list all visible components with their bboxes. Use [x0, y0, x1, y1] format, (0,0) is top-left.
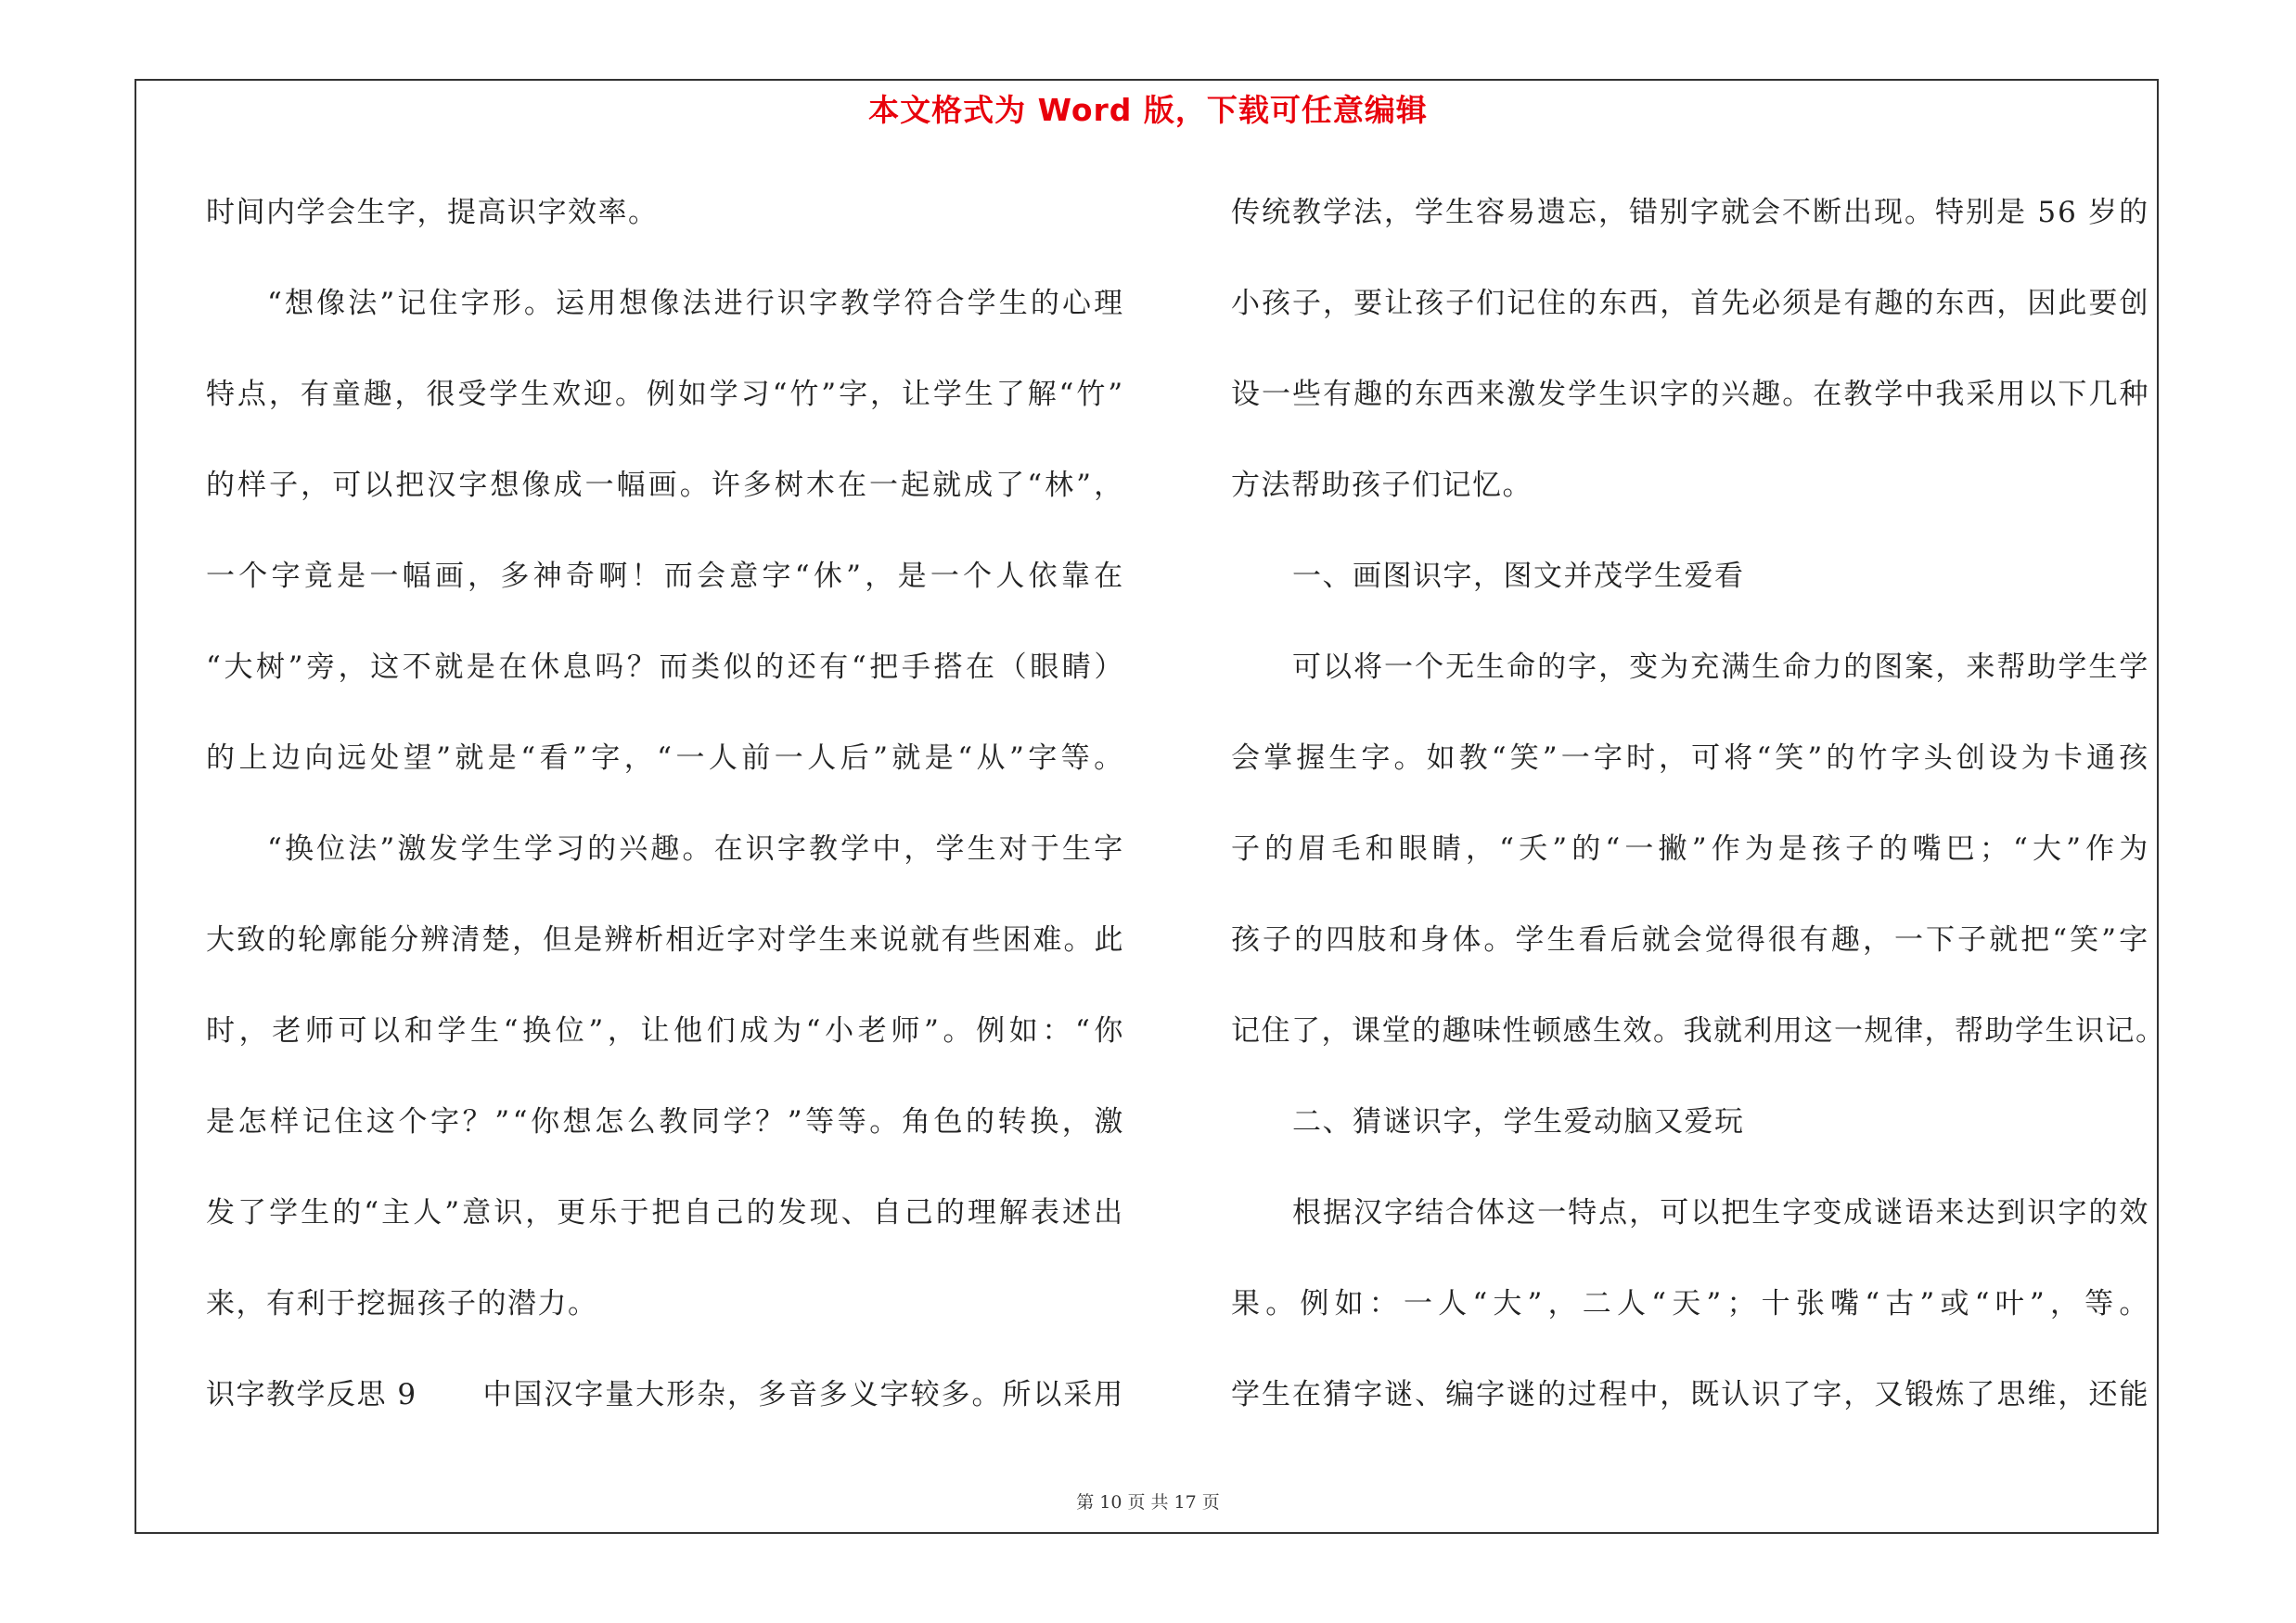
text-line: 发 了 学 生 的 “ 主 人 ” 意 识 ， 更 乐 于 把 自 己 的 发 现 、 自 己 的 理 解 表 述 出	[206, 1196, 1124, 1230]
text-line: 的 样 子 ， 可 以 把 汉 字 想 像 成 一 幅 画 。 许 多 树 木 在 一 起 就 成 了 “ 林 ” ，	[206, 469, 1124, 502]
text-line: 学 生 在 猜 字 谜 、 编 字 谜 的 过 程 中 ， 既 认 识 了 字 ， 又 锻 炼 了 思 维 ， 还 能	[1231, 1378, 2149, 1411]
text-line: 的 上 边 向 远 处 望 ” 就 是 “ 看 ” 字 ， “ 一 人 前 一 人 后 ” 就 是 “ 从 ” 字 等 。	[206, 741, 1124, 775]
text-line: 孩 子 的 四 肢 和 身 体 。 学 生 看 后 就 会 觉 得 很 有 趣 ， 一 下 子 就 把 “ 笑 ” 字	[1231, 923, 2149, 957]
text-line: 方法帮助孩子们记忆。	[1231, 469, 1533, 502]
text-line: “ 想 像 法 ” 记 住 字 形 。 运 用 想 像 法 进 行 识 字 教 学 符 合 学 生 的 心 理	[267, 287, 1124, 320]
page-number-footer: 第 10 页 共 17 页	[1076, 1492, 1220, 1513]
text-line: 特 点 ， 有 童 趣 ， 很 受 学 生 欢 迎 。 例 如 学 习 “ 竹 ” 字 ， 让 学 生 了 解 “ 竹 ”	[206, 378, 1124, 411]
text-line: 是 怎 样 记 住 这 个 字 ？ ” “ 你 想 怎 么 教 同 学 ？ ” 等 等 。 角 色 的 转 换 ， 激	[206, 1105, 1124, 1139]
text-line: 记 住 了 ， 课 堂 的 趣 味 性 顿 感 生 效 。 我 就 利 用 这 一 规 律 ， 帮 助 学 生 识 记 。	[1231, 1014, 2166, 1048]
text-line: 传 统 教 学 法 ， 学 生 容 易 遗 忘 ， 错 别 字 就 会 不 断 出 现 。 特 别 是 5 6 岁 的	[1231, 196, 2149, 229]
text-line: 来，有利于挖掘孩子的潜力。	[206, 1287, 598, 1320]
text-line: 小 孩 子 ， 要 让 孩 子 们 记 住 的 东 西 ， 首 先 必 须 是 有 趣 的 东 西 ， 因 此 要 创	[1231, 287, 2149, 320]
word-format-banner: 本文格式为 Word 版，下载可任意编辑	[868, 92, 1428, 128]
text-line: “ 大 树 ” 旁 ， 这 不 就 是 在 休 息 吗 ？ 而 类 似 的 还 有 “ 把 手 搭 在 （ 眼 睛 ）	[206, 650, 1124, 684]
text-line: 时间内学会生字，提高识字效率。	[206, 196, 659, 229]
text-line: 二、猜谜识字，学生爱动脑又爱玩	[1292, 1105, 1745, 1139]
text-line: 设 一 些 有 趣 的 东 西 来 激 发 学 生 识 字 的 兴 趣 。 在 教 学 中 我 采 用 以 下 几 种	[1231, 378, 2149, 411]
text-line: 可 以 将 一 个 无 生 命 的 字 ， 变 为 充 满 生 命 力 的 图 案 ， 来 帮 助 学 生 学	[1292, 650, 2149, 684]
right-column	[1231, 184, 2166, 1457]
text-line: 果 。 例 如 ： 一 人 “ 大 ” ， 二 人 “ 天 ” ； 十 张 嘴 “ 古 ” 或 “ 叶 ” ， 等 。	[1231, 1287, 2149, 1320]
section-heading: 识字教学反思 9	[206, 1378, 417, 1411]
text-line-with-heading: 识字教学反思 9 中 国 汉 字 量 大 形 杂 ， 多 音 多 义 字 较 多 。 所 以 采 用	[206, 1366, 1124, 1457]
text-line: 子 的 眉 毛 和 眼 睛 ， “ 夭 ” 的 “ 一 撇 ” 作 为 是 孩 子 的 嘴 巴 ； “ 大 ” 作 为	[1231, 832, 2149, 866]
text-line: 一 个 字 竟 是 一 幅 画 ， 多 神 奇 啊 ！ 而 会 意 字 “ 休 ” ， 是 一 个 人 依 靠 在	[206, 560, 1124, 593]
text-line: 时 ， 老 师 可 以 和 学 生 “ 换 位 ” ， 让 他 们 成 为 “ 小 老 师 ” 。 例 如 ： “ 你	[206, 1014, 1124, 1048]
text-line: 会 掌 握 生 字 。 如 教 “ 笑 ” 一 字 时 ， 可 将 “ 笑 ” 的 竹 字 头 创 设 为 卡 通 孩	[1231, 741, 2149, 775]
left-column	[206, 184, 1124, 1457]
text-line: 一、画图识字，图文并茂学生爱看	[1292, 560, 1745, 593]
text-line: “ 换 位 法 ” 激 发 学 生 学 习 的 兴 趣 。 在 识 字 教 学 中 ， 学 生 对 于 生 字	[267, 832, 1124, 866]
text-line: 大 致 的 轮 廓 能 分 辨 清 楚 ， 但 是 辨 析 相 近 字 对 学 生 来 说 就 有 些 困 难 。 此	[206, 923, 1124, 957]
text-line: 根 据 汉 字 结 合 体 这 一 特 点 ， 可 以 把 生 字 变 成 谜 语 来 达 到 识 字 的 效	[1292, 1196, 2149, 1230]
